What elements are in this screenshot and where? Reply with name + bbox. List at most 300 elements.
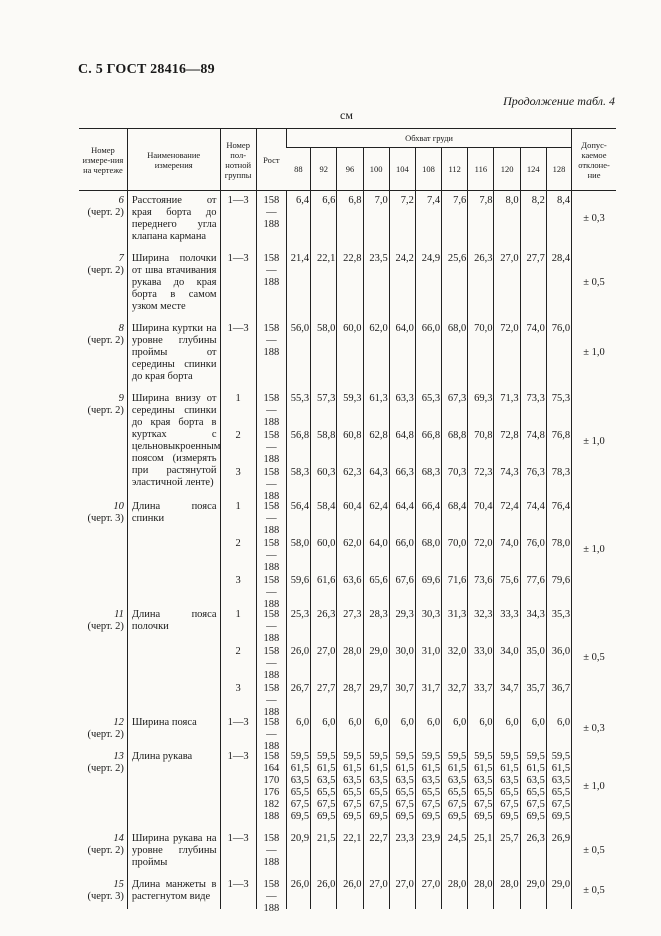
value-cell <box>415 319 441 389</box>
rost-cell <box>256 319 286 389</box>
measure-name: Длина рукава <box>127 747 220 829</box>
spacer <box>312 550 335 562</box>
value: 70,4 <box>474 501 493 512</box>
spacer <box>312 729 335 741</box>
spacer <box>443 891 466 903</box>
value-cell <box>311 605 337 713</box>
drawing-ref: (черт. 3) <box>87 513 124 524</box>
value: 23,5 <box>369 253 388 264</box>
group-cell <box>220 191 256 250</box>
spacer <box>391 335 414 347</box>
spacer <box>522 670 545 683</box>
size-header: 124 <box>520 148 546 191</box>
group-cell <box>220 829 256 875</box>
tolerance: ± 1,0 <box>572 319 616 389</box>
spacer <box>417 729 440 741</box>
value-cell <box>494 319 520 389</box>
spacer <box>417 891 440 903</box>
value: 27,0 <box>500 253 519 264</box>
spacer <box>417 405 440 417</box>
value-cell <box>494 249 520 319</box>
spacer <box>222 695 255 707</box>
spacer <box>338 454 361 467</box>
value: 62,3 <box>343 467 362 478</box>
value: 65,6 <box>369 575 388 586</box>
value: 59,5 <box>369 751 388 762</box>
value: 72,4 <box>500 501 519 512</box>
value: 66,4 <box>421 501 441 512</box>
value-cell <box>442 497 468 605</box>
spacer <box>222 479 255 491</box>
value: 28,7 <box>343 683 362 694</box>
spacer <box>391 633 414 646</box>
value-cell <box>389 829 415 875</box>
value: 31,7 <box>421 683 441 694</box>
spacer <box>495 587 518 599</box>
spacer <box>522 479 545 491</box>
value: 68,4 <box>447 501 467 512</box>
value: 77,6 <box>526 575 545 586</box>
spacer <box>338 525 361 538</box>
value-cell <box>311 389 337 497</box>
value-cell <box>389 319 415 389</box>
size-header: 116 <box>468 148 494 191</box>
value: 57,3 <box>316 393 336 404</box>
drawing-ref: (черт. 2) <box>87 405 124 416</box>
value: 69,5 <box>551 811 571 822</box>
spacer <box>417 633 440 646</box>
measure-name: Длина пояса полочки <box>127 605 220 713</box>
col-header-dev: Допус-каемое отклоне-ние <box>572 129 616 191</box>
value: 6,0 <box>531 717 545 728</box>
value-cell <box>468 605 494 713</box>
value: 6,0 <box>479 717 493 728</box>
measure-name: Расстояние от края борта до переднего угла клапана кармана <box>127 191 220 250</box>
value-cell <box>311 319 337 389</box>
spacer <box>391 729 414 741</box>
value-cell <box>337 713 363 747</box>
spacer <box>338 587 361 599</box>
value-cell <box>520 249 546 319</box>
value: 67,5 <box>290 799 310 810</box>
value: 6,0 <box>374 717 388 728</box>
rost-cell <box>256 191 286 250</box>
group-value: 1 <box>235 501 241 512</box>
measure-number-cell <box>79 875 127 909</box>
spacer <box>522 207 545 219</box>
size-header: 104 <box>389 148 415 191</box>
value: 28,0 <box>447 879 467 890</box>
value-cell <box>311 713 337 747</box>
group-value: 1—3 <box>227 253 249 264</box>
spacer <box>288 265 309 277</box>
spacer <box>548 405 570 417</box>
spacer <box>288 845 309 857</box>
spacer <box>288 335 309 347</box>
spacer <box>338 562 361 575</box>
spacer <box>417 621 440 633</box>
value: 32,0 <box>447 646 467 657</box>
value: 27,7 <box>316 683 336 694</box>
continuation-note: Продолжение табл. 4 <box>503 94 615 108</box>
value: 29,0 <box>369 646 388 657</box>
value: 31,0 <box>421 646 441 657</box>
measure-number-cell <box>79 249 127 319</box>
spacer <box>522 265 545 277</box>
spacer <box>365 633 388 646</box>
spacer <box>288 562 309 575</box>
spacer <box>469 265 492 277</box>
rost-range: 158—188 <box>263 195 280 230</box>
spacer <box>469 633 492 646</box>
spacer <box>338 442 361 454</box>
value: 76,3 <box>526 467 545 478</box>
spacer <box>548 633 570 646</box>
value: 60,3 <box>316 467 336 478</box>
spacer <box>222 621 255 633</box>
spacer <box>288 633 309 646</box>
spacer <box>443 479 466 491</box>
value: 72,0 <box>474 538 493 549</box>
spacer <box>522 550 545 562</box>
spacer <box>391 562 414 575</box>
spacer <box>312 442 335 454</box>
value: 6,4 <box>296 195 310 206</box>
spacer <box>548 658 570 670</box>
value: 64,4 <box>395 501 414 512</box>
spacer <box>365 621 388 633</box>
value: 78,0 <box>551 538 571 549</box>
value: 75,3 <box>551 393 571 404</box>
spacer <box>417 479 440 491</box>
value: 68,3 <box>421 467 441 478</box>
rost-range: 158—188 <box>263 538 280 573</box>
value: 70,0 <box>474 323 493 334</box>
value: 21,5 <box>316 833 336 844</box>
spacer <box>312 587 335 599</box>
value: 69,5 <box>343 811 362 822</box>
value: 67,5 <box>369 799 388 810</box>
value-cell <box>389 249 415 319</box>
value-cell <box>520 191 546 250</box>
spacer <box>548 587 570 599</box>
spacer <box>548 891 570 903</box>
measurement-table <box>79 128 616 914</box>
value-cell <box>311 829 337 875</box>
spacer <box>469 479 492 491</box>
value: 65,5 <box>500 787 519 798</box>
spacer <box>365 525 388 538</box>
spacer <box>312 670 335 683</box>
value-cell <box>363 875 389 909</box>
group-value: 1—3 <box>227 195 249 206</box>
spacer <box>495 670 518 683</box>
value: 67,6 <box>395 575 414 586</box>
value-cell <box>520 713 546 747</box>
value: 7,4 <box>426 195 441 206</box>
spacer <box>417 658 440 670</box>
value: 25,1 <box>474 833 493 844</box>
tolerance: ± 0,5 <box>572 249 616 319</box>
value: 30,7 <box>395 683 414 694</box>
spacer <box>417 417 440 430</box>
value: 27,0 <box>395 879 414 890</box>
spacer <box>495 207 518 219</box>
spacer <box>288 513 309 525</box>
spacer <box>338 405 361 417</box>
value-cell <box>546 713 571 747</box>
measure-number: 15 <box>113 879 124 890</box>
measure-number-cell <box>79 747 127 829</box>
value: 27,0 <box>369 879 388 890</box>
value: 25,7 <box>500 833 519 844</box>
value: 6,0 <box>556 717 571 728</box>
spacer <box>222 265 255 277</box>
height-value: 164 <box>263 763 280 774</box>
spacer <box>222 335 255 347</box>
value: 35,3 <box>551 609 571 620</box>
value: 6,0 <box>322 717 336 728</box>
spacer <box>417 442 440 454</box>
value: 31,3 <box>447 609 467 620</box>
value: 58,0 <box>316 323 336 334</box>
value: 79,6 <box>551 575 571 586</box>
value: 74,3 <box>500 467 519 478</box>
group-value: 2 <box>235 538 241 549</box>
rost-cell <box>256 747 286 829</box>
spacer <box>469 587 492 599</box>
height-value: 158 <box>263 751 280 762</box>
value-cell <box>468 249 494 319</box>
spacer <box>365 405 388 417</box>
spacer <box>365 729 388 741</box>
value: 24,5 <box>447 833 467 844</box>
spacer <box>469 891 492 903</box>
drawing-ref: (черт. 3) <box>87 891 124 902</box>
group-value: 1—3 <box>227 717 249 728</box>
value: 24,9 <box>421 253 441 264</box>
value-cell <box>415 747 441 829</box>
tolerance: ± 0,5 <box>572 829 616 875</box>
spacer <box>495 417 518 430</box>
rost-cell <box>256 497 286 610</box>
value-cell <box>546 191 571 250</box>
value: 59,5 <box>290 751 310 762</box>
value: 29,0 <box>551 879 571 890</box>
spacer <box>548 670 570 683</box>
spacer <box>469 405 492 417</box>
value: 23,9 <box>421 833 441 844</box>
spacer <box>288 417 309 430</box>
value-cell <box>520 389 546 497</box>
value: 8,2 <box>531 195 545 206</box>
value: 7,0 <box>374 195 388 206</box>
group-value: 2 <box>235 646 241 657</box>
value: 66,3 <box>395 467 414 478</box>
size-header: 92 <box>311 148 337 191</box>
value: 28,4 <box>551 253 571 264</box>
spacer <box>495 265 518 277</box>
value: 71,3 <box>500 393 519 404</box>
value: 22,7 <box>369 833 388 844</box>
spacer <box>365 207 388 219</box>
value: 29,3 <box>395 609 414 620</box>
spacer <box>365 417 388 430</box>
measure-number-cell <box>79 605 127 713</box>
value: 63,5 <box>343 775 362 786</box>
value-cell <box>287 389 311 497</box>
spacer <box>548 562 570 575</box>
spacer <box>222 587 255 599</box>
spacer <box>495 621 518 633</box>
spacer <box>469 621 492 633</box>
col-header-obhvat: Обхват груди <box>287 129 572 148</box>
spacer <box>469 845 492 857</box>
drawing-ref: (черт. 2) <box>87 265 124 276</box>
value: 69,5 <box>447 811 467 822</box>
group-value: 3 <box>235 467 241 478</box>
value: 63,3 <box>395 393 414 404</box>
tolerance: ± 1,0 <box>572 747 616 829</box>
spacer <box>548 442 570 454</box>
spacer <box>222 417 255 430</box>
value: 63,5 <box>395 775 414 786</box>
measure-name: Ширина рукава на уровне глубины проймы <box>127 829 220 875</box>
value-cell <box>415 497 441 605</box>
value-cell <box>520 829 546 875</box>
spacer <box>365 658 388 670</box>
value: 63,5 <box>474 775 493 786</box>
value-cell <box>363 605 389 713</box>
spacer <box>417 525 440 538</box>
value-cell <box>287 191 311 250</box>
spacer <box>365 265 388 277</box>
spacer <box>288 587 309 599</box>
spacer <box>469 207 492 219</box>
rost-range: 158—188 <box>263 467 280 502</box>
value: 63,5 <box>369 775 388 786</box>
col-header-group: Номер пол-нотной группы <box>220 129 256 191</box>
value-cell <box>389 191 415 250</box>
spacer <box>222 845 255 857</box>
value: 58,3 <box>290 467 310 478</box>
measure-name: Ширина куртки на уровне глубины проймы от середины спинки до края борта <box>127 319 220 389</box>
spacer <box>443 454 466 467</box>
value: 59,5 <box>500 751 519 762</box>
spacer <box>365 670 388 683</box>
spacer <box>312 525 335 538</box>
value: 63,5 <box>447 775 467 786</box>
spacer <box>443 845 466 857</box>
group-cell <box>220 747 256 829</box>
rost-range: 158—188 <box>263 430 280 465</box>
spacer <box>443 525 466 538</box>
value: 61,5 <box>369 763 388 774</box>
unit-label: см <box>340 108 353 122</box>
measure-number: 6 <box>118 195 124 206</box>
page-header: С. 5 ГОСТ 28416—89 <box>78 62 215 77</box>
spacer <box>495 633 518 646</box>
spacer <box>365 587 388 599</box>
value-cell <box>415 829 441 875</box>
value: 67,5 <box>526 799 545 810</box>
spacer <box>522 454 545 467</box>
drawing-ref: (черт. 2) <box>87 729 124 740</box>
spacer <box>338 729 361 741</box>
spacer <box>365 442 388 454</box>
measure-number: 8 <box>118 323 124 334</box>
value: 36,0 <box>551 646 571 657</box>
spacer <box>495 335 518 347</box>
value: 61,5 <box>290 763 310 774</box>
spacer <box>288 670 309 683</box>
spacer <box>417 562 440 575</box>
measure-number: 13 <box>113 751 124 762</box>
group-value: 3 <box>235 683 241 694</box>
value-cell <box>494 829 520 875</box>
spacer <box>391 845 414 857</box>
spacer <box>338 658 361 670</box>
value: 74,0 <box>526 323 545 334</box>
size-header: 112 <box>442 148 468 191</box>
value: 33,0 <box>474 646 493 657</box>
spacer <box>548 525 570 538</box>
value: 63,6 <box>343 575 362 586</box>
measure-number-cell <box>79 389 127 497</box>
drawing-ref: (черт. 2) <box>87 621 124 632</box>
spacer <box>288 454 309 467</box>
measure-number: 7 <box>118 253 124 264</box>
spacer <box>391 658 414 670</box>
value: 7,2 <box>400 195 414 206</box>
value: 6,0 <box>400 717 414 728</box>
size-header: 128 <box>546 148 571 191</box>
spacer <box>469 550 492 562</box>
value: 6,0 <box>296 717 310 728</box>
tolerance: ± 1,0 <box>572 497 616 605</box>
value: 62,4 <box>369 501 388 512</box>
value-cell <box>442 713 468 747</box>
value: 69,6 <box>421 575 441 586</box>
value-cell <box>442 875 468 909</box>
spacer <box>222 670 255 683</box>
value: 7,6 <box>453 195 467 206</box>
group-value: 1—3 <box>227 323 249 334</box>
spacer <box>548 550 570 562</box>
rost-range: 158—188 <box>263 501 280 536</box>
spacer <box>312 417 335 430</box>
spacer <box>495 729 518 741</box>
value: 6,0 <box>426 717 441 728</box>
spacer <box>443 695 466 707</box>
spacer <box>417 454 440 467</box>
value: 22,8 <box>343 253 362 264</box>
spacer <box>391 550 414 562</box>
rost-range: 158—188 <box>263 833 280 868</box>
value: 61,6 <box>316 575 336 586</box>
rost-range: 158—188 <box>263 253 280 288</box>
spacer <box>469 670 492 683</box>
value: 73,3 <box>526 393 545 404</box>
value: 56,8 <box>290 430 310 441</box>
value-cell <box>468 389 494 497</box>
value: 59,6 <box>290 575 310 586</box>
spacer <box>288 729 309 741</box>
value-cell <box>546 605 571 713</box>
spacer <box>338 335 361 347</box>
tolerance: ± 0,3 <box>572 191 616 250</box>
value: 60,0 <box>343 323 362 334</box>
